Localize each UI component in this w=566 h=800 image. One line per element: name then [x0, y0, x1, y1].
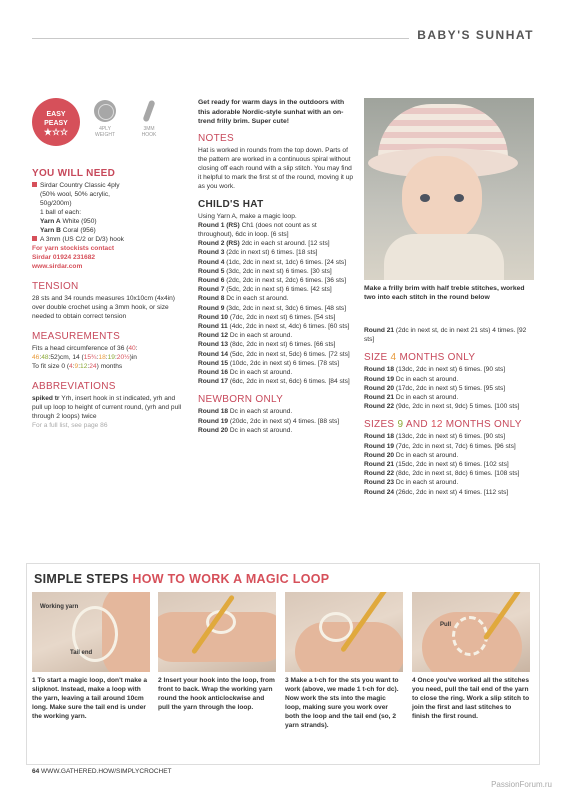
- round-label: Round 5: [198, 267, 225, 275]
- yarn-b-label: Yarn B: [40, 227, 61, 234]
- pattern-round: [364, 451, 534, 460]
- pattern-round: [198, 267, 354, 276]
- heading-part: MONTHS ONLY: [442, 419, 522, 431]
- yarn-weight-length: 50g/200m): [40, 200, 72, 207]
- round-label: Round 20: [364, 384, 395, 392]
- measurements-heading: MEASUREMENTS: [32, 331, 121, 342]
- pattern-round: [364, 469, 534, 478]
- round-label: Round 10: [198, 313, 229, 321]
- round-text: (2dc, 2dc in next st, 2dc) 6 times. [36 sts]: [224, 276, 347, 284]
- round-text: Dc in each st around.: [228, 368, 293, 376]
- heading-size-number: 9: [397, 419, 404, 431]
- round-text: (5dc, 2dc in next st, 5dc) 6 times. [72 sts]: [228, 350, 350, 358]
- baby-sunhat-photo: [364, 98, 534, 280]
- fits-in-value: 15¾: [83, 354, 97, 361]
- bullet-square-icon: [32, 182, 37, 187]
- pattern-round: [198, 407, 354, 416]
- heading-size-number: 4: [390, 352, 397, 364]
- tension-heading: TENSION: [32, 281, 79, 292]
- newborn-heading: NEWBORN ONLY: [198, 394, 284, 406]
- round-text: Dc in each st around.: [394, 394, 459, 402]
- round-label: Round 9: [198, 304, 225, 312]
- pattern-round: [364, 402, 534, 411]
- round-text: Dc in each st around.: [228, 332, 293, 340]
- hook-icon: [142, 100, 155, 123]
- yarn-b-value: Coral (956): [62, 227, 96, 234]
- simple-steps-subtitle: HOW TO WORK A MAGIC LOOP: [132, 572, 330, 586]
- round-text: Ch1 (does not count as st throughout), 6dc in loop. [6 sts]: [198, 221, 317, 238]
- round-text: (5dc, 2dc in next st) 6 times. [42 sts]: [224, 286, 332, 294]
- size-prefix: To fit size 0 (: [32, 363, 70, 370]
- pattern-round: [198, 239, 354, 248]
- round-text: (8dc, 2dc in next st) 6 times. [66 sts]: [228, 341, 336, 349]
- hook-text: A 3mm (US C/2 or D/3) hook: [40, 236, 124, 243]
- pattern-round: [198, 294, 354, 303]
- pattern-round: [198, 359, 354, 368]
- yarn-weight-label: WEIGHT: [95, 132, 115, 138]
- tail-end-label: Tail end: [70, 650, 93, 656]
- round-text: (1dc, 2dc in next st, 1dc) 6 times. [24 sts]: [224, 258, 347, 266]
- round-text: (4dc, 2dc in next st, 4dc) 6 times. [60 sts]: [227, 322, 350, 330]
- pattern-round: [198, 322, 354, 331]
- pattern-round: [364, 375, 534, 384]
- round-21: [364, 326, 534, 344]
- pattern-round: [198, 285, 354, 294]
- bullet-square-icon: [32, 236, 37, 241]
- round-text: Dc in each st around.: [394, 451, 459, 459]
- working-yarn-label: Working yarn: [40, 604, 79, 610]
- round-label: Round 2 (RS): [198, 240, 240, 248]
- round-text: Dc in each st around.: [394, 479, 459, 487]
- pattern-round: [364, 460, 534, 469]
- pattern-round: [198, 368, 354, 377]
- step-4-image: [412, 592, 530, 672]
- fits-in-value: 18: [98, 354, 106, 361]
- round-label: Round 20: [364, 451, 395, 459]
- round-label: Round 22: [364, 403, 395, 411]
- simple-steps-title: [34, 572, 329, 586]
- notes-text: Hat is worked in rounds from the top down. Parts of the pattern are worked in a continuous spiral without closing off each round with a slip stitch. You may find it helpful to mark the first st of the round, moving it up as you work.: [198, 146, 354, 190]
- star-rating: ★☆☆: [43, 127, 69, 137]
- round-text: Dc in each st around.: [228, 426, 293, 434]
- yarn-a-label: Yarn A: [40, 218, 61, 225]
- abbreviations-more-link[interactable]: For a full list, see page 86: [32, 422, 108, 429]
- abbreviation-definition: Yrh, insert hook in st indicated, yrh and pull up loop to height of current round, (yrh and pull through 2 loops) twice: [32, 395, 182, 420]
- round-label: Round 4: [198, 258, 225, 266]
- round-text: (10dc, 2dc in next st) 6 times. [78 sts]: [228, 359, 340, 367]
- round-label: Round 19: [198, 417, 229, 425]
- abbreviation-term: spiked tr: [32, 395, 60, 402]
- pattern-round: [198, 258, 354, 267]
- step-4-text: 4 Once you've worked all the stitches you need, pull the tail end of the yarn to close the ring. Work a slip stitch to join the first and last stitches to finish the first round.: [412, 677, 530, 720]
- round-label: Round 15: [198, 359, 229, 367]
- round-label: Round 19: [364, 442, 395, 450]
- round-text: (7dc, 2dc in next st, 7dc) 6 times. [96 sts]: [394, 442, 516, 450]
- difficulty-row: [32, 98, 182, 158]
- round-text: 2dc in each st around. [12 sts]: [239, 240, 330, 248]
- pattern-round: [364, 365, 534, 374]
- pattern-round: [364, 488, 534, 497]
- heading-part: AND: [403, 419, 431, 431]
- round-label: Round 22: [364, 470, 395, 478]
- fits-in-value: 19: [107, 354, 115, 361]
- pattern-round: [198, 340, 354, 349]
- round-text: (20dc, 2dc in next st) 4 times. [88 sts]: [228, 417, 340, 425]
- page-number: 64: [32, 768, 40, 775]
- round-text: (3dc, 2dc in next st, 3dc) 6 times. [48 sts]: [224, 304, 347, 312]
- left-column: [32, 98, 182, 430]
- pattern-round: [198, 426, 354, 435]
- pattern-round: [364, 393, 534, 402]
- right-column: [364, 98, 534, 497]
- badge-line1: EASY: [46, 111, 66, 118]
- step-3-text: 3 Make a t-ch for the sts you want to work (above, we made 1 t-ch for dc). Now work the sts into the magic loop, making sure you work over both the loop and the tail end (so, 2 yarn strands).: [285, 677, 399, 729]
- stockists-text: For yarn stockists contact: [32, 245, 115, 252]
- pattern-round: [364, 432, 534, 441]
- round-text: Dc in each st around.: [224, 295, 289, 303]
- size-value: 9: [74, 363, 79, 370]
- round-label: Round 13: [198, 341, 229, 349]
- round-text: Dc in each st around.: [228, 408, 293, 416]
- footer-url[interactable]: WWW.GATHERED.HOW/SIMPLYCROCHET: [41, 768, 172, 775]
- round-label: Round 1 (RS): [198, 221, 240, 229]
- size-value: 12: [80, 363, 88, 370]
- round-label: Round 12: [198, 332, 229, 340]
- measurements-text: Fits a head circumference of 36 (40: 46:48:52)cm, 14 (15¾:18:19:20½)in To fit size 0 (4:9:12:24) months: [32, 345, 138, 370]
- round-label: Round 21: [364, 394, 395, 402]
- round-label: Round 23: [364, 479, 395, 487]
- watermark: PassionForum.ru: [491, 780, 552, 789]
- round-label: Round 20: [198, 426, 229, 434]
- heading-part: SIZES: [364, 419, 398, 431]
- round-label: Round 21: [364, 327, 395, 334]
- size-4-rounds: [364, 365, 534, 411]
- step-1-text: 1 To start a magic loop, don't make a slipknot. Instead, make a loop with the yarn, leaving a tail around 10cm long. Make sure the tail end is under the working yarn.: [32, 677, 148, 720]
- middle-column: [198, 98, 354, 435]
- round-label: Round 17: [198, 378, 229, 386]
- notes-heading: NOTES: [198, 132, 234, 144]
- page-footer: [32, 768, 172, 775]
- round-text: (13dc, 2dc in next st) 6 times. [90 sts]: [394, 433, 506, 441]
- round-text: (3dc, 2dc in next st) 6 times. [30 sts]: [224, 267, 332, 275]
- yarn-name: Sirdar Country Classic 4ply: [40, 182, 120, 189]
- round-text: (2dc in next st) 6 times. [18 sts]: [224, 249, 318, 257]
- fits-suffix: )in: [129, 354, 137, 361]
- size-suffix: ) months: [96, 363, 123, 370]
- size-4-heading: [364, 352, 534, 363]
- step-3-image: [285, 592, 403, 672]
- you-will-need-list: [32, 181, 182, 271]
- round-label: Round 3: [198, 249, 225, 257]
- pattern-round: [198, 331, 354, 340]
- yarn-item: [32, 181, 182, 190]
- fits-mid: :52)cm, 14 (: [48, 354, 84, 361]
- page-header: [0, 28, 566, 52]
- pattern-round: [364, 384, 534, 393]
- hook-size: [130, 98, 168, 138]
- round-label: Round 16: [198, 368, 229, 376]
- step-2-image: [158, 592, 276, 672]
- round-text: (13dc, 2dc in next st) 6 times. [90 sts]: [394, 366, 506, 374]
- size-value: 4: [69, 363, 73, 370]
- pattern-round: [198, 313, 354, 322]
- fits-value: 40: [128, 345, 136, 352]
- abbreviations-text: [32, 394, 182, 421]
- pattern-round: [198, 350, 354, 359]
- tension-text: 28 sts and 34 rounds measures 10x10cm (4x4in) over double crochet using a 3mm hook, or size needed to obtain correct tension: [32, 295, 175, 320]
- round-label: Round 18: [364, 366, 395, 374]
- sirdar-phone: Sirdar 01924 231682: [32, 254, 96, 261]
- round-text: (7dc, 2dc in next st) 6 times. [54 sts]: [228, 313, 336, 321]
- pattern-round: [364, 442, 534, 451]
- hook-size-label: HOOK: [141, 132, 157, 138]
- pattern-round: [198, 248, 354, 257]
- hook-item: [32, 235, 182, 244]
- size-9-12-heading: [364, 419, 534, 430]
- fits-in-value: 20½: [116, 354, 130, 361]
- round-text: (26dc, 2dc in next st) 4 times. [112 sts]: [394, 488, 509, 496]
- round-text: (2dc in next st, dc in next 21 sts) 4 times. [92 sts]: [364, 327, 527, 344]
- round-text: Using Yarn A, make a magic loop.: [198, 212, 297, 220]
- round-label: Round 19: [364, 375, 395, 383]
- yarn-ball-icon: [94, 100, 116, 122]
- yarn-composition: (50% wool, 50% acrylic,: [40, 191, 110, 198]
- size-value: 24: [89, 363, 97, 370]
- pattern-round: [198, 276, 354, 285]
- newborn-rounds: [198, 407, 354, 435]
- yarn-weight: [86, 98, 124, 138]
- page-title: BABY'S SUNHAT: [409, 28, 534, 42]
- round-text: (8dc, 2dc in next st, 8dc) 6 times. [108 sts]: [394, 470, 520, 478]
- round-text: (15dc, 2dc in next st) 6 times. [102 sts]: [394, 461, 509, 469]
- round-text: Dc in each st around.: [394, 375, 459, 383]
- fits-value: 46: [32, 354, 40, 361]
- abbreviations-heading: ABBREVIATIONS: [32, 381, 116, 392]
- fits-value: 48: [41, 354, 49, 361]
- photo-caption: Make a frilly brim with half treble stitches, worked two into each stitch in the round below: [364, 285, 525, 301]
- step-2-text: 2 Insert your hook into the loop, from front to back. Wrap the working yarn round the hook anticlockwise and pull the yarn through the loop.: [158, 677, 275, 711]
- pattern-round: [198, 417, 354, 426]
- pattern-round: [198, 221, 354, 239]
- yarn-weight-value: 4PLY: [99, 126, 111, 132]
- childs-hat-rounds: [198, 212, 354, 387]
- badge-line2: PEASY: [44, 120, 68, 127]
- round-label: Round 8: [198, 295, 225, 303]
- round-text: (9dc, 2dc in next st, 9dc) 5 times. [100 sts]: [394, 403, 520, 411]
- round-label: Round 14: [198, 350, 229, 358]
- round-text: (6dc, 2dc in next st, 6dc) 6 times. [84 sts]: [228, 378, 350, 386]
- yarn-quantity: 1 ball of each:: [40, 209, 82, 216]
- you-will-need-heading: YOU WILL NEED: [32, 168, 116, 179]
- photo-eye: [454, 194, 464, 202]
- round-label: Round 18: [198, 408, 229, 416]
- fits-prefix: Fits a head circumference of 36 (: [32, 345, 129, 352]
- round-label: Round 11: [198, 322, 228, 330]
- photo-body: [384, 234, 504, 280]
- photo-eye: [420, 194, 430, 202]
- pull-label: Pull: [440, 622, 452, 628]
- photo-face: [402, 156, 482, 242]
- pattern-round: [198, 212, 354, 221]
- heading-part: MONTHS ONLY: [396, 352, 476, 364]
- yarn-b: [32, 226, 182, 235]
- round-text: (17dc, 2dc in next st) 5 times. [95 sts]: [394, 384, 506, 392]
- heading-part: SIZE: [364, 352, 391, 364]
- sirdar-website-link[interactable]: www.sirdar.com: [32, 263, 83, 270]
- round-label: Round 24: [364, 488, 395, 496]
- size-9-12-rounds: [364, 432, 534, 496]
- childs-hat-heading: CHILD'S HAT: [198, 198, 264, 210]
- pattern-round: [198, 377, 354, 386]
- round-label: Round 6: [198, 276, 225, 284]
- round-label: Round 21: [364, 461, 395, 469]
- yarn-a: [32, 217, 182, 226]
- heading-size-number: 12: [430, 419, 443, 431]
- intro-text: Get ready for warm days in the outdoors with this adorable Nordic-style sunhat with an on-trend frilly brim. Super cute!: [198, 99, 345, 125]
- round-label: Round 7: [198, 286, 225, 294]
- simple-steps-label: SIMPLE STEPS: [34, 572, 129, 586]
- hook-size-value: 3MM: [143, 126, 155, 132]
- easy-peasy-badge: [32, 98, 80, 146]
- pattern-round: [364, 478, 534, 487]
- pattern-round: [198, 304, 354, 313]
- round-label: Round 18: [364, 433, 395, 441]
- yarn-a-value: White (950): [62, 218, 97, 225]
